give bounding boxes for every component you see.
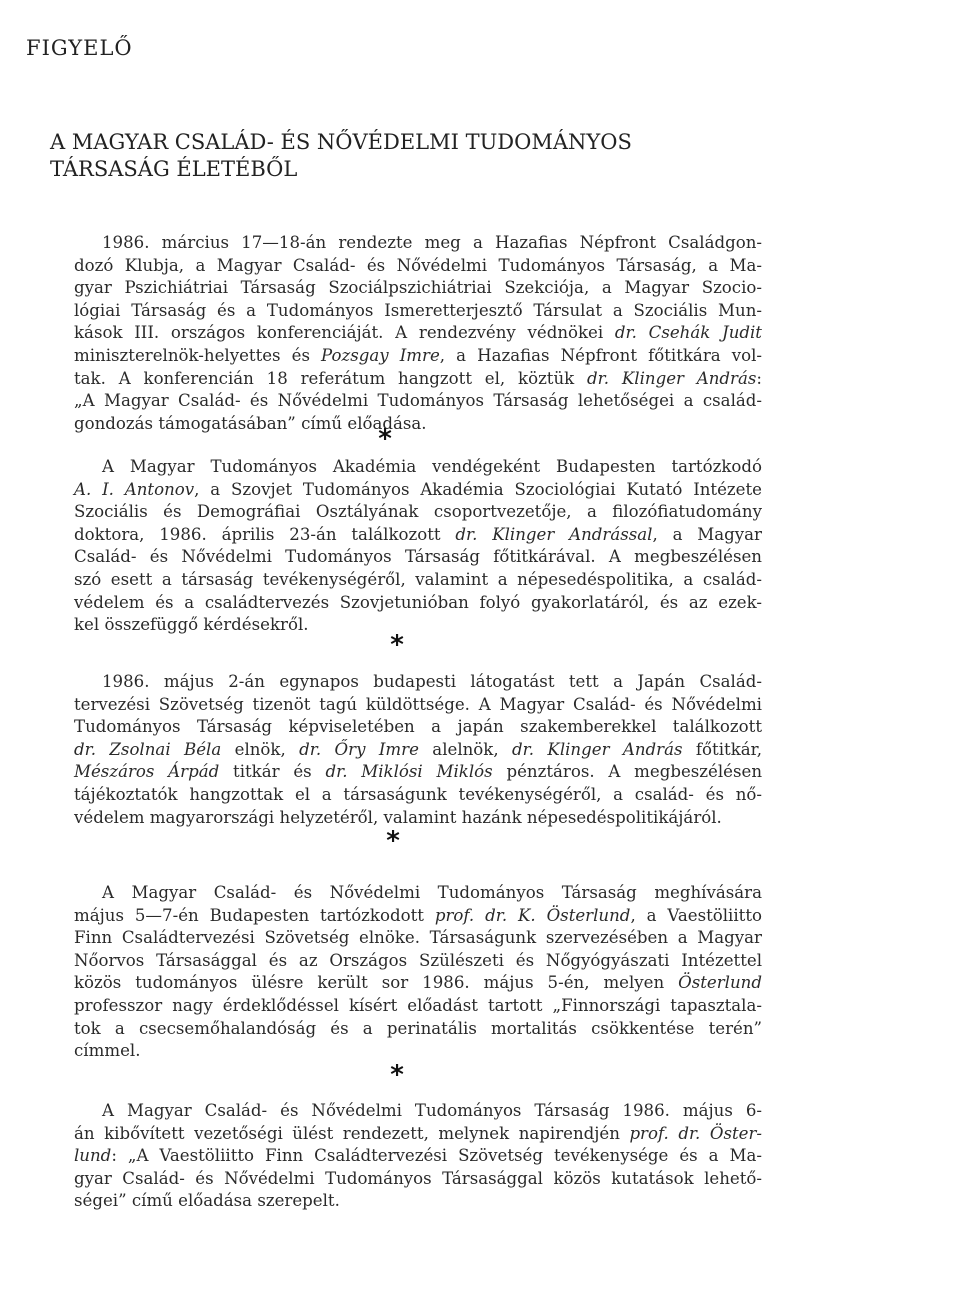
person-name: Mészáros Árpád xyxy=(74,762,220,782)
text-line xyxy=(74,927,762,950)
text-segment: professzor nagy érdeklődéssel kísért előadást tartott „Finnországi tapasztala- xyxy=(74,995,762,1015)
text-segment: 1986. május 2-án egynapos budapesti látogatást tett a Japán Család- xyxy=(102,672,762,691)
text-line xyxy=(74,1190,762,1213)
text-line xyxy=(74,784,762,807)
person-name: dr. Klinger András xyxy=(512,739,683,759)
article-title-line-1: A MAGYAR CSALÁD- ÉS NŐVÉDELMI TUDOMÁNYOS xyxy=(50,130,632,154)
text-line xyxy=(74,322,762,345)
text-line xyxy=(74,368,762,391)
text-line xyxy=(74,995,762,1018)
text-line xyxy=(74,390,762,413)
person-name: dr. Miklósi Miklós xyxy=(325,762,493,782)
text-segment: dozó Klubja, a Magyar Család- és Nővédelmi Tudományos Társaság, a Ma- xyxy=(74,255,762,275)
text-segment: címmel. xyxy=(74,1041,141,1061)
text-line xyxy=(74,807,762,830)
text-line xyxy=(74,546,762,569)
text-segment: Család- és Nővédelmi Tudományos Társaság főtitkárával. A megbeszélésen xyxy=(74,547,762,567)
separator-asterisk: * xyxy=(386,826,400,856)
person-name: dr. Klinger András xyxy=(587,368,757,388)
text-segment: kások III. országos konferenciáját. A rendezvény védnökei xyxy=(74,323,615,343)
text-segment: tájékoztatók hangzottak el a társaságunk tevékenységéről, a család- és nő- xyxy=(74,784,762,804)
text-line xyxy=(74,614,762,637)
text-segment: pénztáros. A megbeszélésen xyxy=(492,762,763,782)
text-segment: főtitkár, xyxy=(682,739,763,759)
text-segment: án kibővített vezetőségi ülést rendezett, melynek napirendjén xyxy=(74,1123,630,1143)
text-line xyxy=(74,761,762,784)
person-name: A. I. Antonov xyxy=(74,479,195,499)
paragraph-antonov xyxy=(74,456,762,637)
section-label: FIGYELŐ xyxy=(26,36,133,60)
text-segment: : xyxy=(756,368,762,388)
text-segment: , a Hazafias Népfront főtitkára vol- xyxy=(439,345,762,365)
text-segment: : „A Vaestöliitto Finn Családtervezési Szövetség tevékenysége és a Ma- xyxy=(111,1146,762,1166)
person-name: prof. dr. Öster- xyxy=(629,1123,762,1143)
text-segment: ségei” című előadása szerepelt. xyxy=(74,1191,340,1211)
text-segment: A Magyar Család- és Nővédelmi Tudományos Társaság 1986. május 6- xyxy=(102,1101,762,1120)
text-line xyxy=(74,905,762,928)
text-line xyxy=(74,524,762,547)
person-name: Österlund xyxy=(678,973,762,993)
text-line xyxy=(74,345,762,368)
text-line xyxy=(74,501,762,524)
article-title-line-2: TÁRSASÁG ÉLETÉBŐL xyxy=(50,157,298,181)
person-name: prof. dr. K. Österlund xyxy=(434,905,631,925)
text-segment: , a Szovjet Tudományos Akadémia Szociológiai Kutató Intézete xyxy=(194,479,762,499)
text-line xyxy=(74,232,762,255)
text-line xyxy=(74,277,762,300)
text-line xyxy=(74,882,762,905)
text-segment: elnök, xyxy=(221,739,300,759)
text-line xyxy=(74,592,762,615)
text-line xyxy=(74,1123,762,1146)
text-segment: tervezési Szövetség tizenöt tagú küldöttsége. A Magyar Család- és Nővédelmi xyxy=(74,694,762,714)
text-segment: 1986. március 17—18-án rendezte meg a Hazafias Népfront Családgon- xyxy=(102,233,762,252)
text-segment: lógiai Társaság és a Tudományos Ismeretterjesztő Társulat a Szociális Mun- xyxy=(74,300,762,320)
paragraph-japan-delegation xyxy=(74,671,762,829)
text-line xyxy=(74,972,762,995)
text-segment: közös tudományos ülésre került sor 1986. május 5-én, melyen xyxy=(74,973,679,993)
text-segment: A Magyar Család- és Nővédelmi Tudományos Társaság meghívására xyxy=(102,883,762,902)
text-segment: „A Magyar Család- és Nővédelmi Tudományos Társaság lehetőségei a család- xyxy=(74,391,762,411)
person-name: dr. Klinger Andrással xyxy=(455,524,653,544)
text-segment: , a Vaestöliitto xyxy=(630,905,763,925)
text-segment: , a Magyar xyxy=(652,524,762,544)
person-name: Pozsgay Imre xyxy=(321,345,440,365)
text-segment: Tudományos Társaság képviseletében a japán szakemberekkel találkozott xyxy=(74,717,762,737)
text-line xyxy=(74,569,762,592)
person-name: dr. Zsolnai Béla xyxy=(74,739,222,759)
text-line xyxy=(74,1145,762,1168)
separator-asterisk: * xyxy=(390,1060,404,1090)
text-segment: gyar Pszichiátriai Társaság Szociálpszichiátriai Szekciója, a Magyar Szocio- xyxy=(74,278,762,298)
article-title xyxy=(50,129,810,183)
text-line xyxy=(74,1040,762,1063)
text-segment: A Magyar Tudományos Akadémia vendégeként Budapesten tartózkodó xyxy=(102,457,762,476)
text-segment: május 5—7-én Budapesten tartózkodott xyxy=(74,905,435,925)
text-segment: doktora, 1986. április 23-án találkozott xyxy=(74,524,456,544)
text-line xyxy=(74,479,762,502)
text-segment: tok a csecsemőhalandóság és a perinatális mortalitás csökkentése terén” xyxy=(74,1018,762,1038)
text-line xyxy=(74,694,762,717)
paragraph-conference xyxy=(74,232,762,435)
text-segment: Nőorvos Társasággal és az Országos Szülészeti és Nőgyógyászati Intézettel xyxy=(74,950,762,970)
text-line xyxy=(74,739,762,762)
person-name: lund xyxy=(74,1146,112,1166)
text-line xyxy=(74,456,762,479)
text-segment: tak. A konferencián 18 referátum hangzott el, köztük xyxy=(74,368,588,388)
paragraph-osterlund-visit xyxy=(74,882,762,1063)
text-line xyxy=(74,413,762,436)
text-line xyxy=(74,716,762,739)
text-segment: gondozás támogatásában” című előadása. xyxy=(74,413,427,433)
text-line xyxy=(74,671,762,694)
text-line xyxy=(74,300,762,323)
text-segment: szó esett a társaság tevékenységéről, valamint a népesedéspolitika, a család- xyxy=(74,569,762,589)
separator-asterisk: * xyxy=(378,424,392,454)
text-segment: titkár és xyxy=(219,762,326,782)
text-segment: Finn Családtervezési Szövetség elnöke. Társaságunk szervezésében a Magyar xyxy=(74,928,762,948)
text-line xyxy=(74,1168,762,1191)
text-segment: miniszterelnök-helyettes és xyxy=(74,345,322,365)
person-name: dr. Őry Imre xyxy=(299,739,419,759)
text-line xyxy=(74,950,762,973)
separator-asterisk: * xyxy=(390,630,404,660)
text-segment: védelem és a családtervezés Szovjetunióban folyó gyakorlatáról, és az ezek- xyxy=(74,592,762,612)
text-line xyxy=(74,1100,762,1123)
person-name: dr. Csehák Judit xyxy=(614,323,762,343)
text-segment: alelnök, xyxy=(418,739,513,759)
paragraph-board-meeting xyxy=(74,1100,762,1213)
text-segment: gyar Család- és Nővédelmi Tudományos Társasággal közös kutatások lehető- xyxy=(74,1168,762,1188)
text-segment: védelem magyarországi helyzetéről, valamint hazánk népesedéspolitikájáról. xyxy=(74,807,722,827)
text-line xyxy=(74,255,762,278)
text-segment: kel összefüggő kérdésekről. xyxy=(74,615,309,635)
text-line xyxy=(74,1018,762,1041)
text-segment: Szociális és Demográfiai Osztályának csoportvezetője, a filozófiatudomány xyxy=(74,502,762,522)
